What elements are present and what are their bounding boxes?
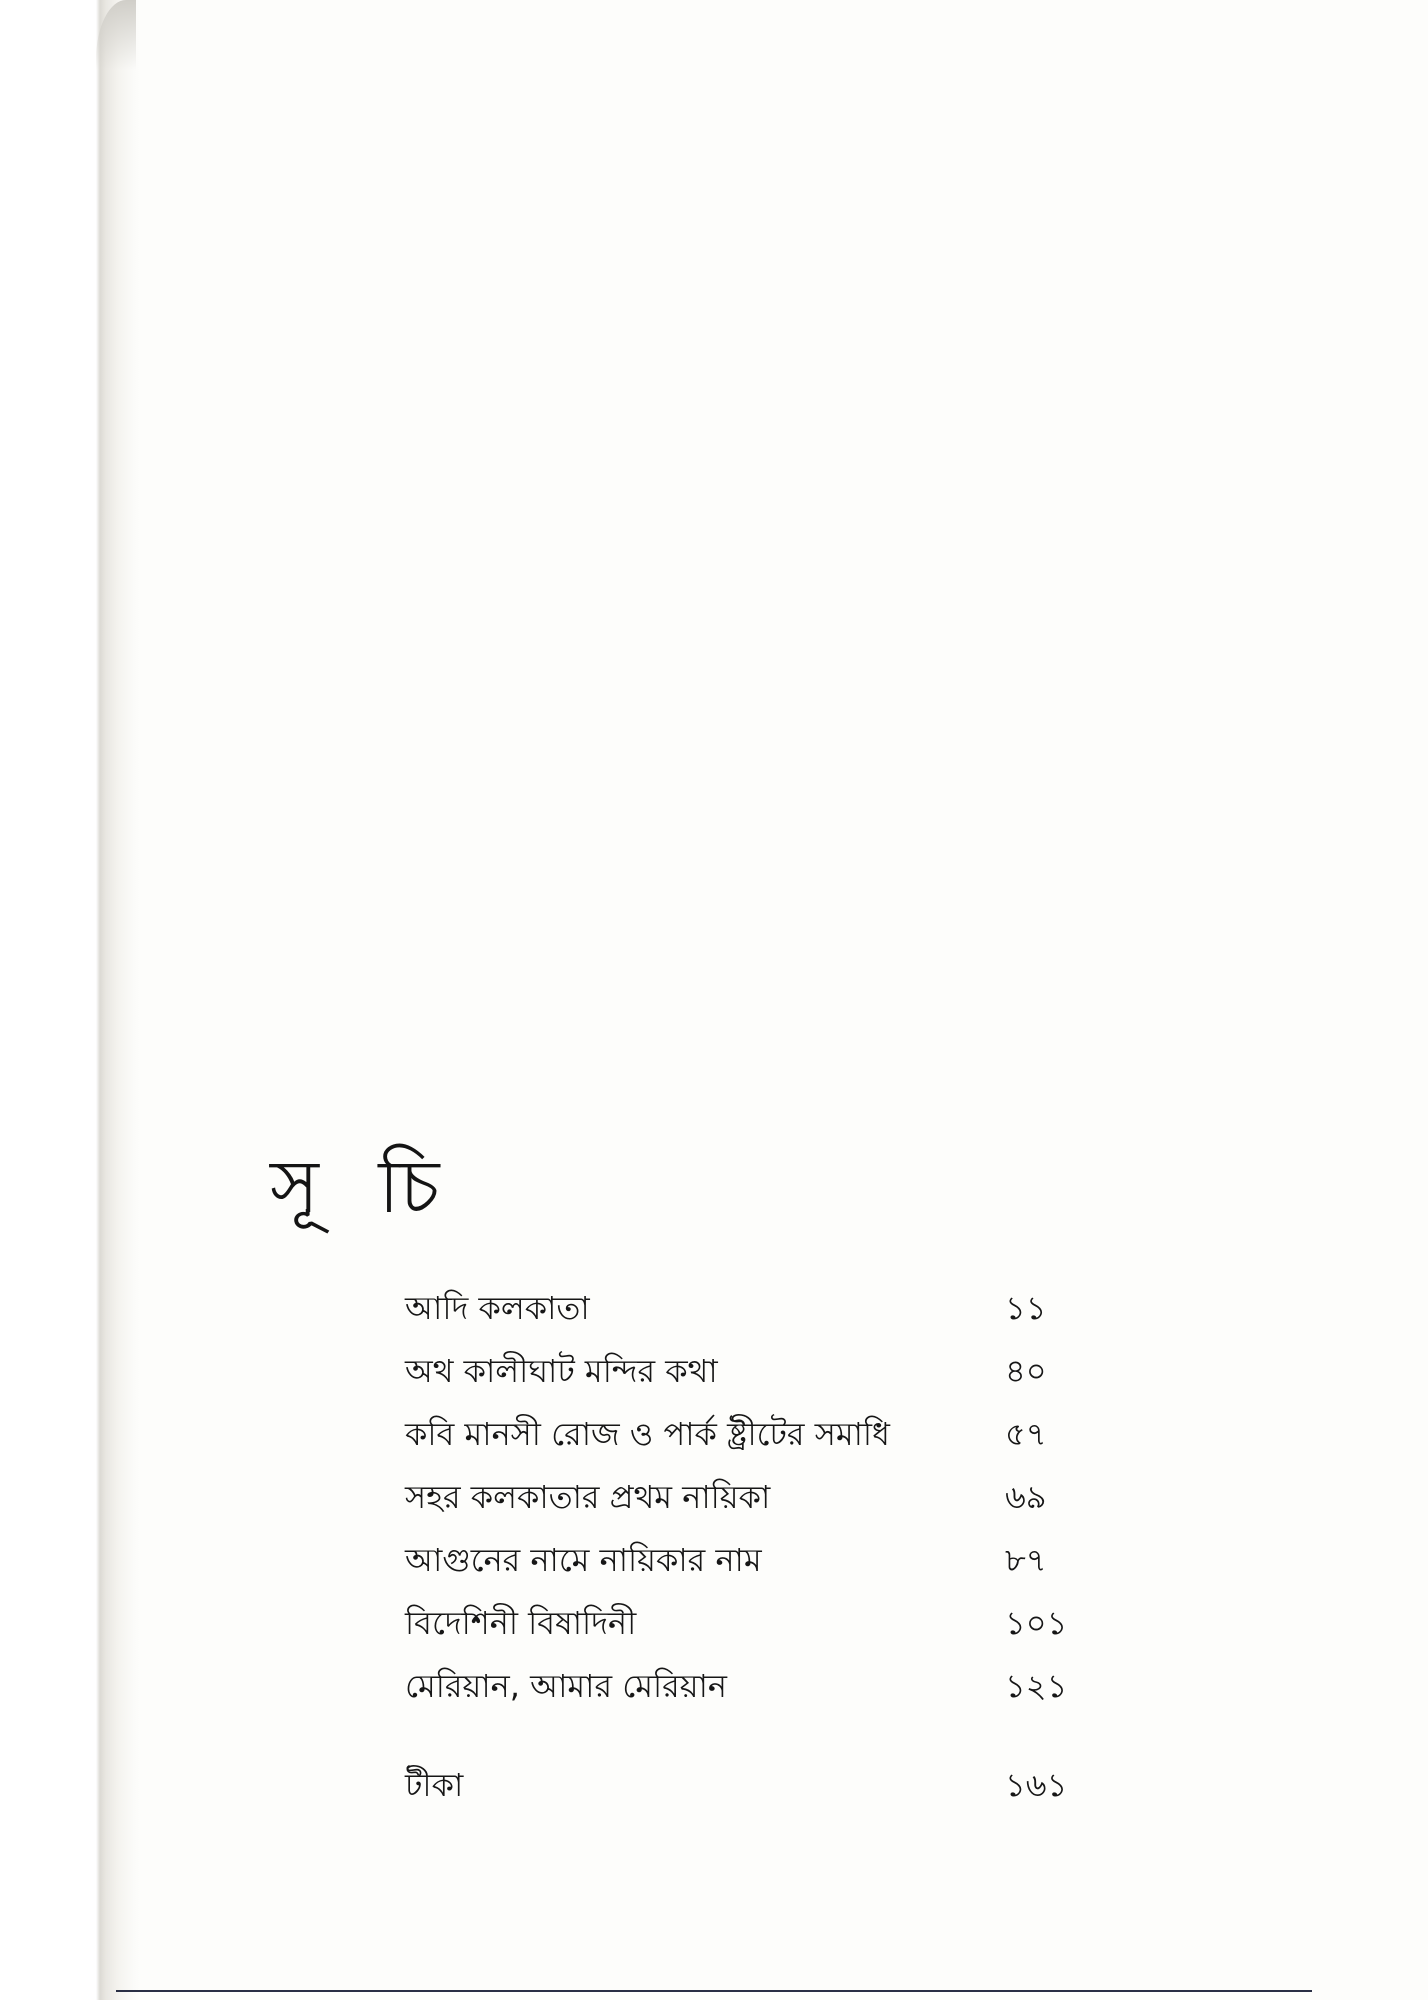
toc-entry <box>405 1346 1085 1409</box>
page-title: সূ চি <box>270 1144 458 1230</box>
toc-entry <box>405 1472 1085 1535</box>
toc-entry-notes <box>405 1760 1085 1823</box>
table-of-contents <box>405 1283 1085 1823</box>
toc-entry <box>405 1598 1085 1661</box>
toc-entry-page: ৬৯ <box>1005 1478 1047 1516</box>
toc-entry-title: টীকা <box>405 1766 464 1804</box>
toc-entry-page: ১২১ <box>1005 1667 1068 1705</box>
toc-entry-title: আগুনের নামে নায়িকার নাম <box>405 1541 762 1579</box>
toc-entry-title: আদি কলকাতা <box>405 1289 590 1327</box>
toc-entry <box>405 1409 1085 1472</box>
toc-entry-page: ৮৭ <box>1005 1541 1047 1579</box>
toc-entry-title: বিদেশিনী বিষাদিনী <box>405 1604 637 1642</box>
toc-entry-page: ১৬১ <box>1005 1766 1068 1804</box>
toc-entry-page: ১০১ <box>1005 1604 1068 1642</box>
toc-entry-page: ৫৭ <box>1005 1415 1047 1453</box>
toc-entry-title: মেরিয়ান, আমার মেরিয়ান <box>405 1667 727 1705</box>
toc-entry <box>405 1283 1085 1346</box>
toc-entry-page: ৪০ <box>1005 1352 1047 1390</box>
bottom-rule <box>116 1990 1312 1992</box>
toc-entry-page: ১১ <box>1005 1289 1047 1327</box>
toc-entry <box>405 1535 1085 1598</box>
toc-entry-title: কবি মানসী রোজ ও পার্ক ষ্ট্রীটের সমাধি <box>405 1415 890 1453</box>
toc-entry-title: অথ কালীঘাট মন্দির কথা <box>405 1352 718 1390</box>
toc-entry <box>405 1661 1085 1724</box>
toc-entry-title: সহর কলকাতার প্রথম নায়িকা <box>405 1478 771 1516</box>
binding-shadow <box>0 0 140 2000</box>
